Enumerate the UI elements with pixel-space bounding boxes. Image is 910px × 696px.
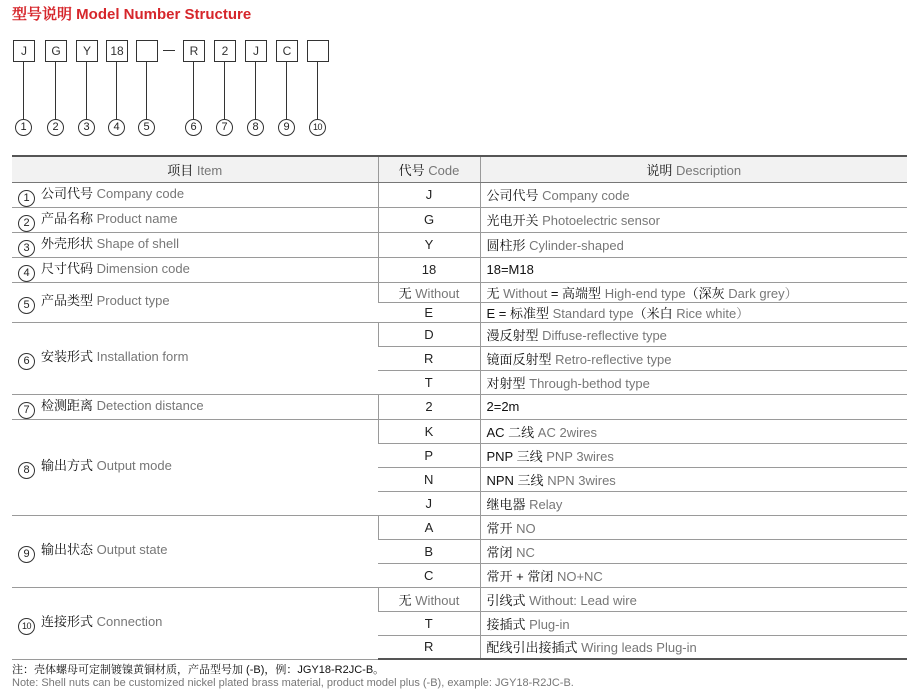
code-cell: 2 — [378, 394, 480, 419]
code-cell: R — [378, 346, 480, 370]
model-box-9: C — [276, 40, 298, 62]
model-box-6: R — [183, 40, 205, 62]
desc-cell: 引线式 Without: Lead wire — [480, 587, 907, 611]
table-row — [12, 515, 907, 539]
note-chinese: 注：壳体螺母可定制镀镍黄铜材质，产品型号加 (-B)，例：JGY18-R2JC-B。 — [12, 664, 385, 676]
spec-table — [12, 155, 907, 660]
model-box-2: G — [45, 40, 67, 62]
header-item: 项目 Item — [12, 156, 378, 182]
item-cell: 2 产品名称 Product name — [12, 207, 378, 232]
desc-cell: 常闭 NC — [480, 539, 907, 563]
desc-cell: PNP 三线 PNP 3wires — [480, 443, 907, 467]
desc-cell: AC 二线 AC 2wires — [480, 419, 907, 443]
marker-1: 1 — [15, 119, 32, 136]
code-cell: T — [378, 611, 480, 635]
desc-cell: 2=2m — [480, 394, 907, 419]
item-cell: 10 连接形式 Connection — [12, 587, 378, 659]
marker-2: 2 — [47, 119, 64, 136]
desc-cell: 无 Without = 高端型 High-end type（深灰 Dark grey） — [480, 282, 907, 302]
code-cell: J — [378, 491, 480, 515]
table-row — [12, 207, 907, 232]
code-cell: N — [378, 467, 480, 491]
table-row — [12, 587, 907, 611]
desc-cell: 对射型 Through-bethod type — [480, 370, 907, 394]
marker-10: 10 — [309, 119, 326, 136]
leader-line — [86, 62, 87, 119]
header-description: 说明 Description — [480, 156, 907, 182]
model-box-3: Y — [76, 40, 98, 62]
desc-cell: 圆柱形 Cylinder-shaped — [480, 232, 907, 257]
marker-8: 8 — [247, 119, 264, 136]
code-cell: C — [378, 563, 480, 587]
table-row — [12, 257, 907, 282]
model-separator — [163, 50, 175, 51]
model-box-8: J — [245, 40, 267, 62]
desc-cell: 配线引出接插式 Wiring leads Plug-in — [480, 635, 907, 659]
leader-line — [317, 62, 318, 119]
code-cell: P — [378, 443, 480, 467]
code-cell: J — [378, 182, 480, 207]
leader-line — [286, 62, 287, 119]
item-cell: 1 公司代号 Company code — [12, 182, 378, 207]
item-cell: 9 输出状态 Output state — [12, 515, 378, 587]
marker-7: 7 — [216, 119, 233, 136]
model-box-4: 18 — [106, 40, 128, 62]
desc-cell: 公司代号 Company code — [480, 182, 907, 207]
code-cell: Y — [378, 232, 480, 257]
leader-line — [116, 62, 117, 119]
model-box-7: 2 — [214, 40, 236, 62]
model-structure-diagram — [0, 0, 910, 140]
leader-line — [193, 62, 194, 119]
desc-cell: 常开 + 常闭 NO+NC — [480, 563, 907, 587]
model-box-10 — [307, 40, 329, 62]
code-cell: B — [378, 539, 480, 563]
desc-cell: 镜面反射型 Retro-reflective type — [480, 346, 907, 370]
marker-3: 3 — [78, 119, 95, 136]
marker-6: 6 — [185, 119, 202, 136]
code-cell: D — [378, 322, 480, 346]
table-header-row — [12, 156, 907, 182]
code-cell: T — [378, 370, 480, 394]
leader-line — [255, 62, 256, 119]
code-cell: 18 — [378, 257, 480, 282]
desc-cell: 光电开关 Photoelectric sensor — [480, 207, 907, 232]
code-cell: 无 Without — [378, 282, 480, 302]
item-cell: 6 安装形式 Installation form — [12, 322, 378, 394]
code-cell: A — [378, 515, 480, 539]
model-box-1: J — [13, 40, 35, 62]
leader-line — [55, 62, 56, 119]
desc-cell: 漫反射型 Diffuse-reflective type — [480, 322, 907, 346]
desc-cell: 接插式 Plug-in — [480, 611, 907, 635]
table-row — [12, 322, 907, 346]
model-box-5 — [136, 40, 158, 62]
note-english: Note: Shell nuts can be customized nickel plated brass material, product model plus (-B), example: JGY18-R2JC-B. — [12, 677, 574, 689]
code-cell: R — [378, 635, 480, 659]
table-row — [12, 282, 907, 302]
item-cell: 8 输出方式 Output mode — [12, 419, 378, 515]
item-cell: 3 外壳形状 Shape of shell — [12, 232, 378, 257]
code-cell: E — [378, 302, 480, 322]
desc-cell: E = 标准型 Standard type（米白 Rice white） — [480, 302, 907, 322]
marker-9: 9 — [278, 119, 295, 136]
code-cell: 无 Without — [378, 587, 480, 611]
desc-cell: 常开 NO — [480, 515, 907, 539]
item-cell: 7 检测距离 Detection distance — [12, 394, 378, 419]
leader-line — [224, 62, 225, 119]
leader-line — [23, 62, 24, 119]
code-cell: K — [378, 419, 480, 443]
table-row — [12, 232, 907, 257]
leader-line — [146, 62, 147, 119]
code-cell: G — [378, 207, 480, 232]
item-cell: 4 尺寸代码 Dimension code — [12, 257, 378, 282]
marker-5: 5 — [138, 119, 155, 136]
desc-cell: 继电器 Relay — [480, 491, 907, 515]
header-code: 代号 Code — [378, 156, 480, 182]
table-row — [12, 394, 907, 419]
desc-cell: NPN 三线 NPN 3wires — [480, 467, 907, 491]
table-row — [12, 419, 907, 443]
table-row — [12, 182, 907, 207]
page-title: 型号说明 Model Number Structure — [12, 6, 252, 23]
item-cell: 5 产品类型 Product type — [12, 282, 378, 322]
marker-4: 4 — [108, 119, 125, 136]
desc-cell: 18=M18 — [480, 257, 907, 282]
